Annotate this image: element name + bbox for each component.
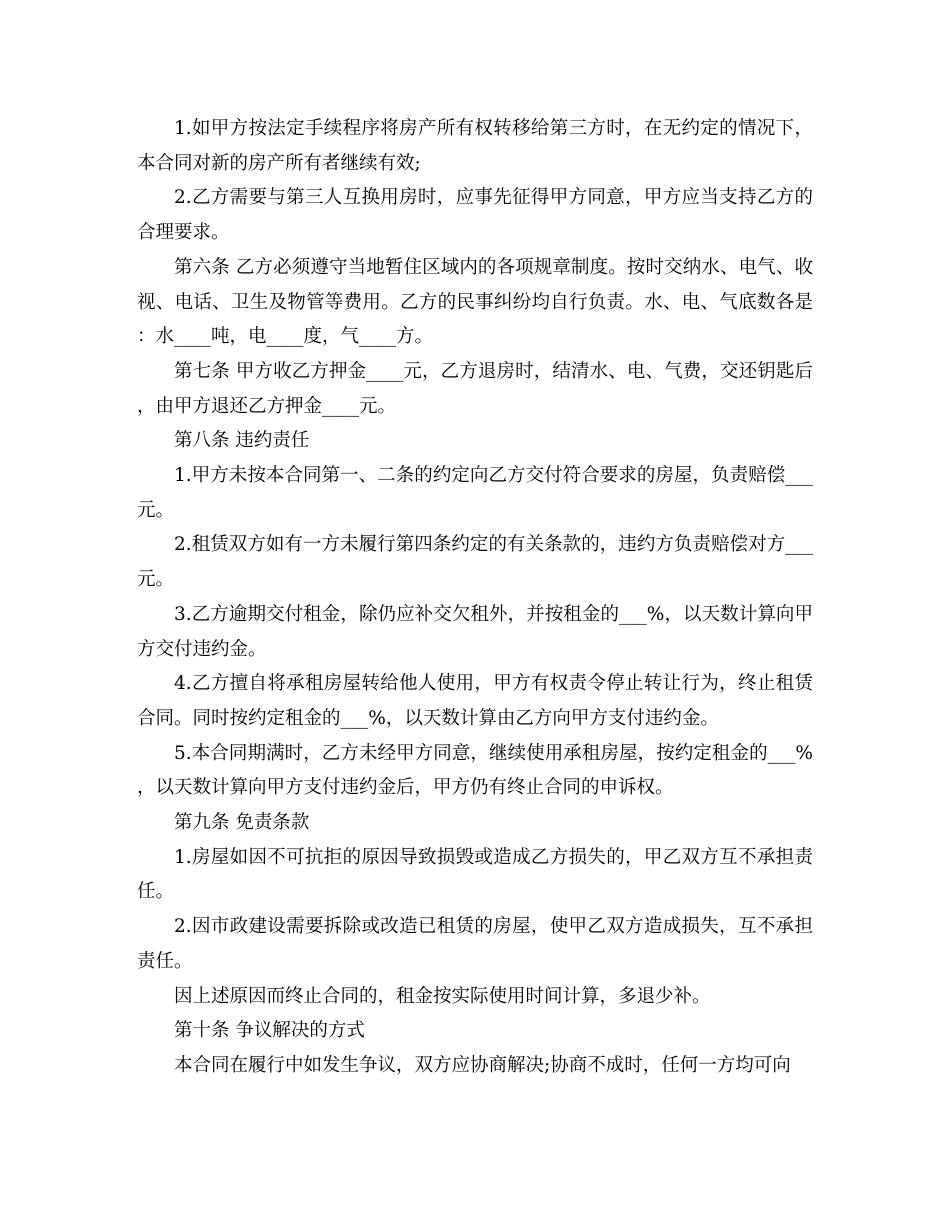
- article-9-item-1: 1.房屋如因不可抗拒的原因导致损毁或造成乙方损失的，甲乙双方互不承担责任。: [137, 846, 813, 903]
- article-8-heading: 第八条 违约责任: [174, 430, 310, 452]
- article-8-item-4: 4.乙方擅自将承租房屋转给他人使用，甲方有权责令停止转让行为，终止租赁合同。同时按约定租金的___%，以天数计算由乙方向甲方支付违约金。: [137, 673, 813, 729]
- contract-body: [137, 112, 813, 1084]
- article-8-item-5: 5.本合同期满时，乙方未经甲方同意，继续使用承租房屋，按约定租金的___%，以天数计算向甲方支付违约金后，甲方仍有终止合同的申诉权。: [137, 742, 813, 799]
- article-6-regulations: 第六条 乙方必须遵守当地暂住区域内的各项规章制度。按时交纳水、电气、收视、电话、卫生及物管等费用。乙方的民事纠纷均自行负责。水、电、气底数各是：水____吨，电____度，气____方。: [137, 256, 813, 348]
- article-8-item-1: 1.甲方未按本合同第一、二条的约定向乙方交付符合要求的房屋，负责赔偿___元。: [137, 465, 813, 521]
- article-10-heading: 第十条 争议解决的方式: [174, 1020, 365, 1042]
- article-8-item-3: 3.乙方逾期交付租金，除仍应补交欠租外，并按租金的___%，以天数计算向甲方交付违约金。: [137, 603, 813, 660]
- article-8-item-2: 2.租赁双方如有一方未履行第四条约定的有关条款的，违约方负责赔偿对方___元。: [137, 534, 813, 591]
- article-10-text: 本合同在履行中如发生争议，双方应协商解决;协商不成时，任何一方均可向: [174, 1054, 791, 1076]
- clause-exchange-housing: 2.乙方需要与第三人互换用房时，应事先征得甲方同意，甲方应当支持乙方的合理要求。: [137, 187, 813, 244]
- article-9-heading: 第九条 免责条款: [174, 812, 310, 834]
- clause-transfer-ownership: 1.如甲方按法定手续程序将房产所有权转移给第三方时，在无约定的情况下，本合同对新的房产所有者继续有效;: [137, 118, 813, 174]
- article-9-note: 因上述原因而终止合同的，租金按实际使用时间计算，多退少补。: [174, 985, 711, 1007]
- article-9-item-2: 2.因市政建设需要拆除或改造已租赁的房屋，使甲乙双方造成损失，互不承担责任。: [137, 916, 813, 972]
- article-7-deposit: 第七条 甲方收乙方押金____元，乙方退房时，结清水、电、气费，交还钥匙后，由甲方退还乙方押金____元。: [137, 360, 813, 417]
